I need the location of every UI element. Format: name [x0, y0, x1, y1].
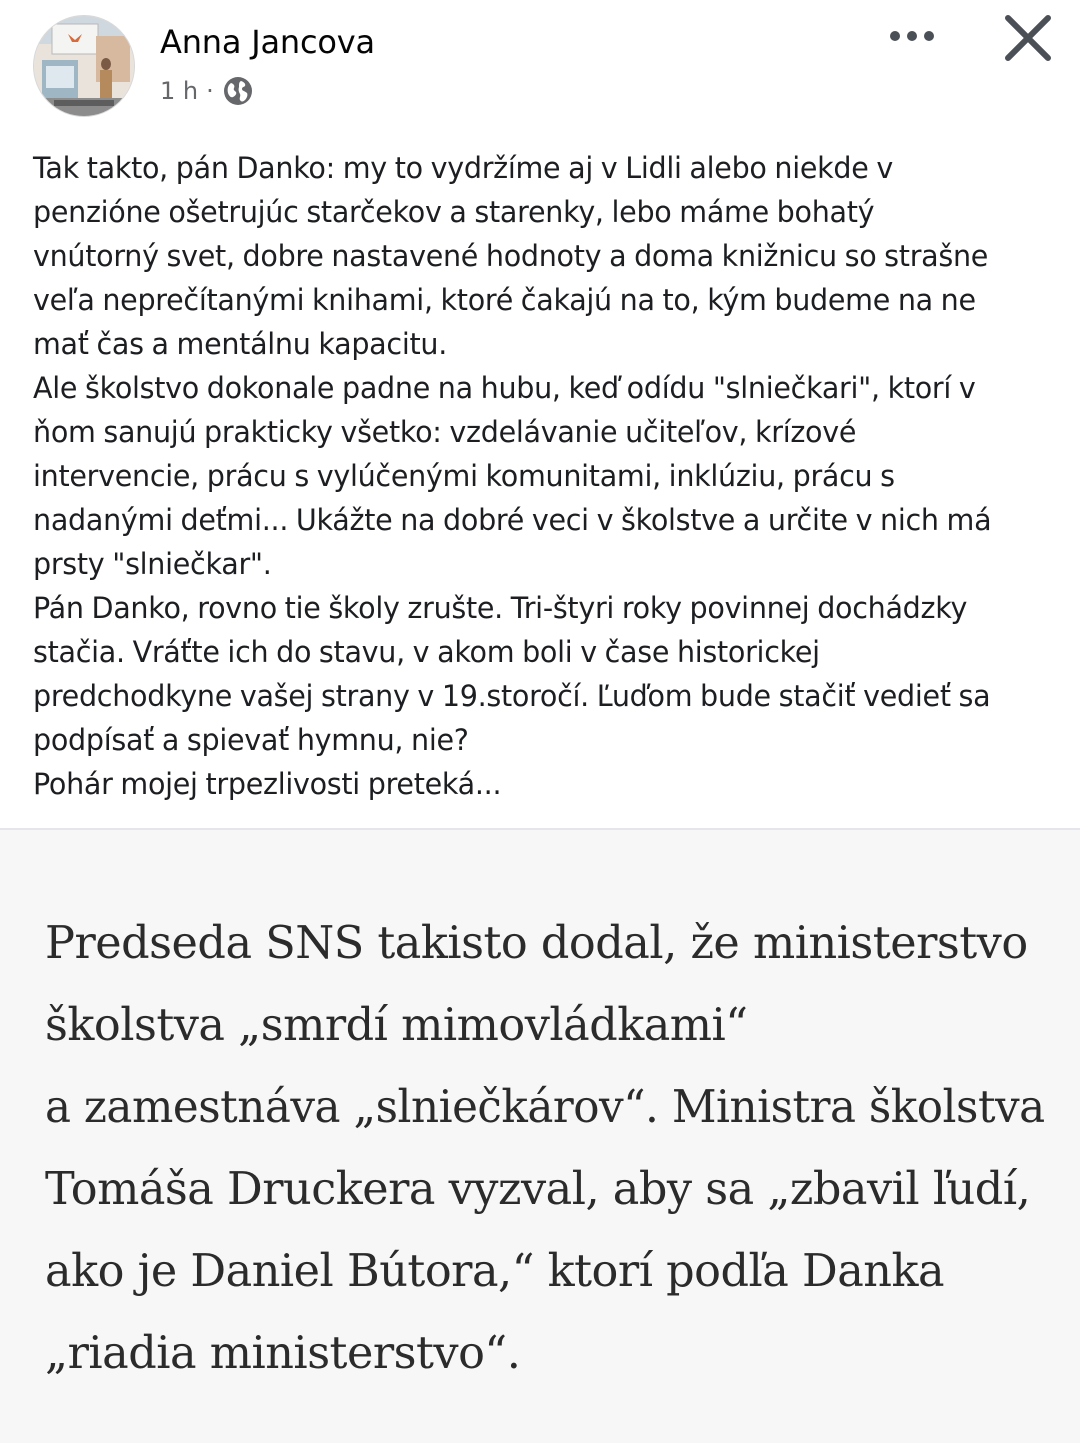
more-options-icon: [890, 31, 900, 41]
post-text-line: Tak takto, pán Danko: my to vydržíme aj v Lidli alebo niekde v: [33, 151, 893, 185]
post-text-line: predchodkyne vašej strany v 19.storočí. Ľuďom bude stačiť vedieť sa: [33, 679, 991, 713]
quote-line: školstva „smrdí mimovládkami“: [45, 998, 748, 1051]
quote-line: a zamestnáva „slniečkárov“. Ministra školstva: [45, 1080, 1045, 1133]
post-text-line: Ale školstvo dokonale padne na hubu, keď odídu "slniečkari", ktorí v: [33, 371, 976, 405]
quote-line: Predseda SNS takisto dodal, že ministerstvo: [45, 916, 1028, 969]
post-text-line: nadanými deťmi... Ukážte na dobré veci v školstve a určite v nich má: [33, 503, 992, 537]
post-text-line: stačia. Vráťte ich do stavu, v akom boli v čase historickej: [33, 635, 820, 669]
post-text-line: Pohár mojej trpezlivosti preteká...: [33, 767, 502, 801]
author-name[interactable]: Anna Jancova: [160, 23, 375, 61]
post-header: [0, 0, 1080, 130]
post-time[interactable]: 1 h: [160, 77, 199, 105]
close-button[interactable]: [1000, 10, 1056, 66]
post-text-line: ňom sanujú prakticky všetko: vzdelávanie učiteľov, krízové: [33, 415, 857, 449]
post-meta: [160, 72, 254, 110]
quote-line: ako je Daniel Bútora,“ ktorí podľa Danka: [45, 1244, 945, 1297]
post-text-line: prsty "slniečkar".: [33, 547, 272, 581]
post-text-line: vnútorný svet, dobre nastavené hodnoty a doma knižnicu so strašne: [33, 239, 989, 273]
post-text-line: podpísať a spievať hymnu, nie?: [33, 723, 469, 757]
post-text-line: Pán Danko, rovno tie školy zrušte. Tri-štyri roky povinnej dochádzky: [33, 591, 968, 625]
more-options-icon-dot: [924, 31, 934, 41]
quote-text: [45, 902, 1055, 1394]
quote-line: Tomáša Druckera vyzval, aby sa „zbavil ľudí,: [45, 1162, 1031, 1215]
avatar[interactable]: [33, 15, 135, 117]
quote-line: „riadia ministerstvo“.: [45, 1326, 521, 1379]
post-text: [33, 146, 1063, 806]
post-text-line: mať čas a mentálnu kapacitu.: [33, 327, 447, 361]
meta-separator: ·: [206, 77, 214, 105]
close-icon: [1000, 10, 1056, 66]
post-text-line: penzióne ošetrujúc starčekov a starenky, lebo máme bohatý: [33, 195, 875, 229]
globe-icon[interactable]: [222, 75, 254, 107]
more-options-button[interactable]: [880, 14, 944, 58]
avatar-photo-icon: [34, 16, 134, 116]
post-text-line: veľa neprečítanými knihami, ktoré čakajú na to, kým budeme na ne: [33, 283, 976, 317]
more-options-icon-dot: [907, 31, 917, 41]
post-text-line: intervencie, prácu s vylúčenými komunitami, inklúziu, prácu s: [33, 459, 895, 493]
